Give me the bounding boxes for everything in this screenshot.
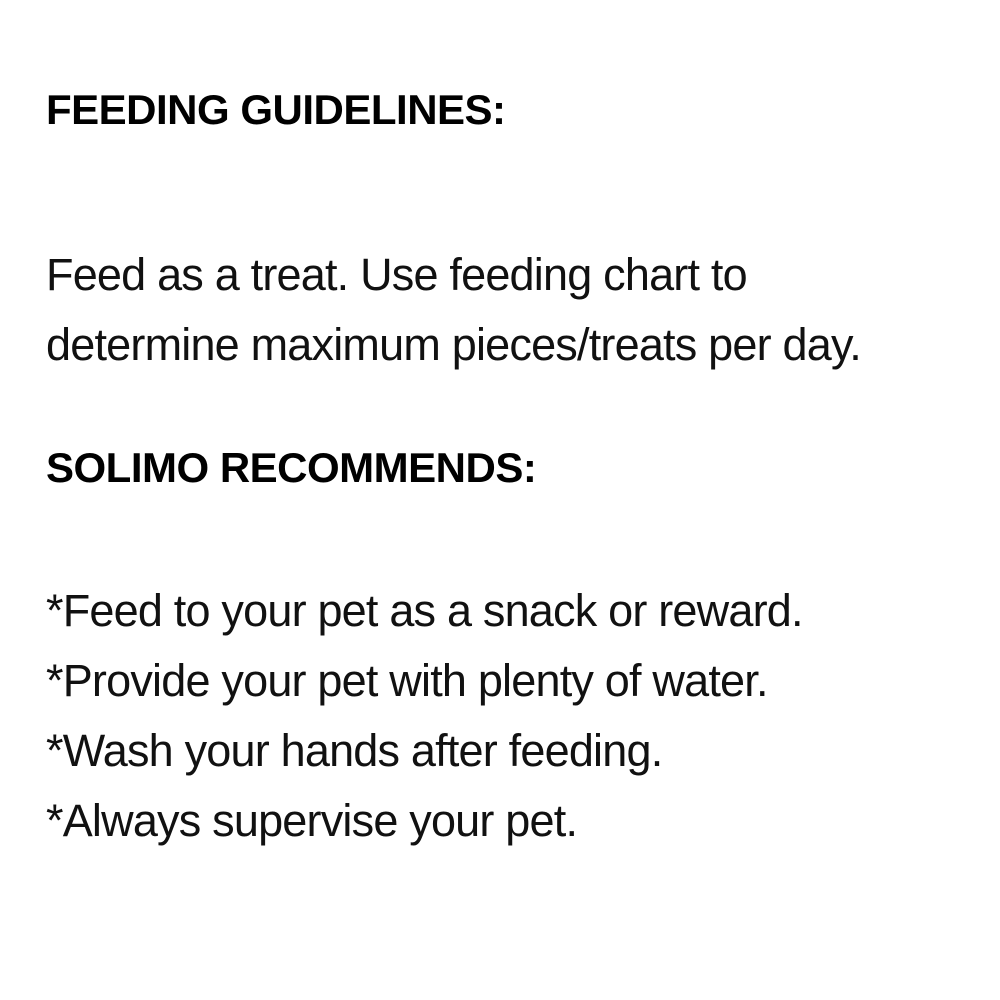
- recommendation-line-3: *Wash your hands after feeding.: [46, 725, 663, 777]
- spacer: [46, 380, 960, 446]
- spacer: [46, 132, 960, 240]
- feeding-guidelines-text: [46, 240, 960, 380]
- feeding-guidelines-heading: FEEDING GUIDELINES:: [46, 86, 506, 133]
- solimo-recommends-heading: SOLIMO RECOMMENDS:: [46, 444, 537, 492]
- solimo-recommends-text: [46, 576, 960, 856]
- recommendation-line-4: *Always supervise your pet.: [46, 795, 578, 847]
- recommendation-line-1: *Feed to your pet as a snack or reward.: [46, 585, 803, 637]
- feeding-guidelines-line-1: Feed as a treat. Use feeding chart to: [46, 249, 747, 301]
- recommendation-line-2: *Provide your pet with plenty of water.: [46, 655, 768, 707]
- spacer: [46, 490, 960, 576]
- feeding-guidelines-line-2: determine maximum pieces/treats per day.: [46, 319, 862, 371]
